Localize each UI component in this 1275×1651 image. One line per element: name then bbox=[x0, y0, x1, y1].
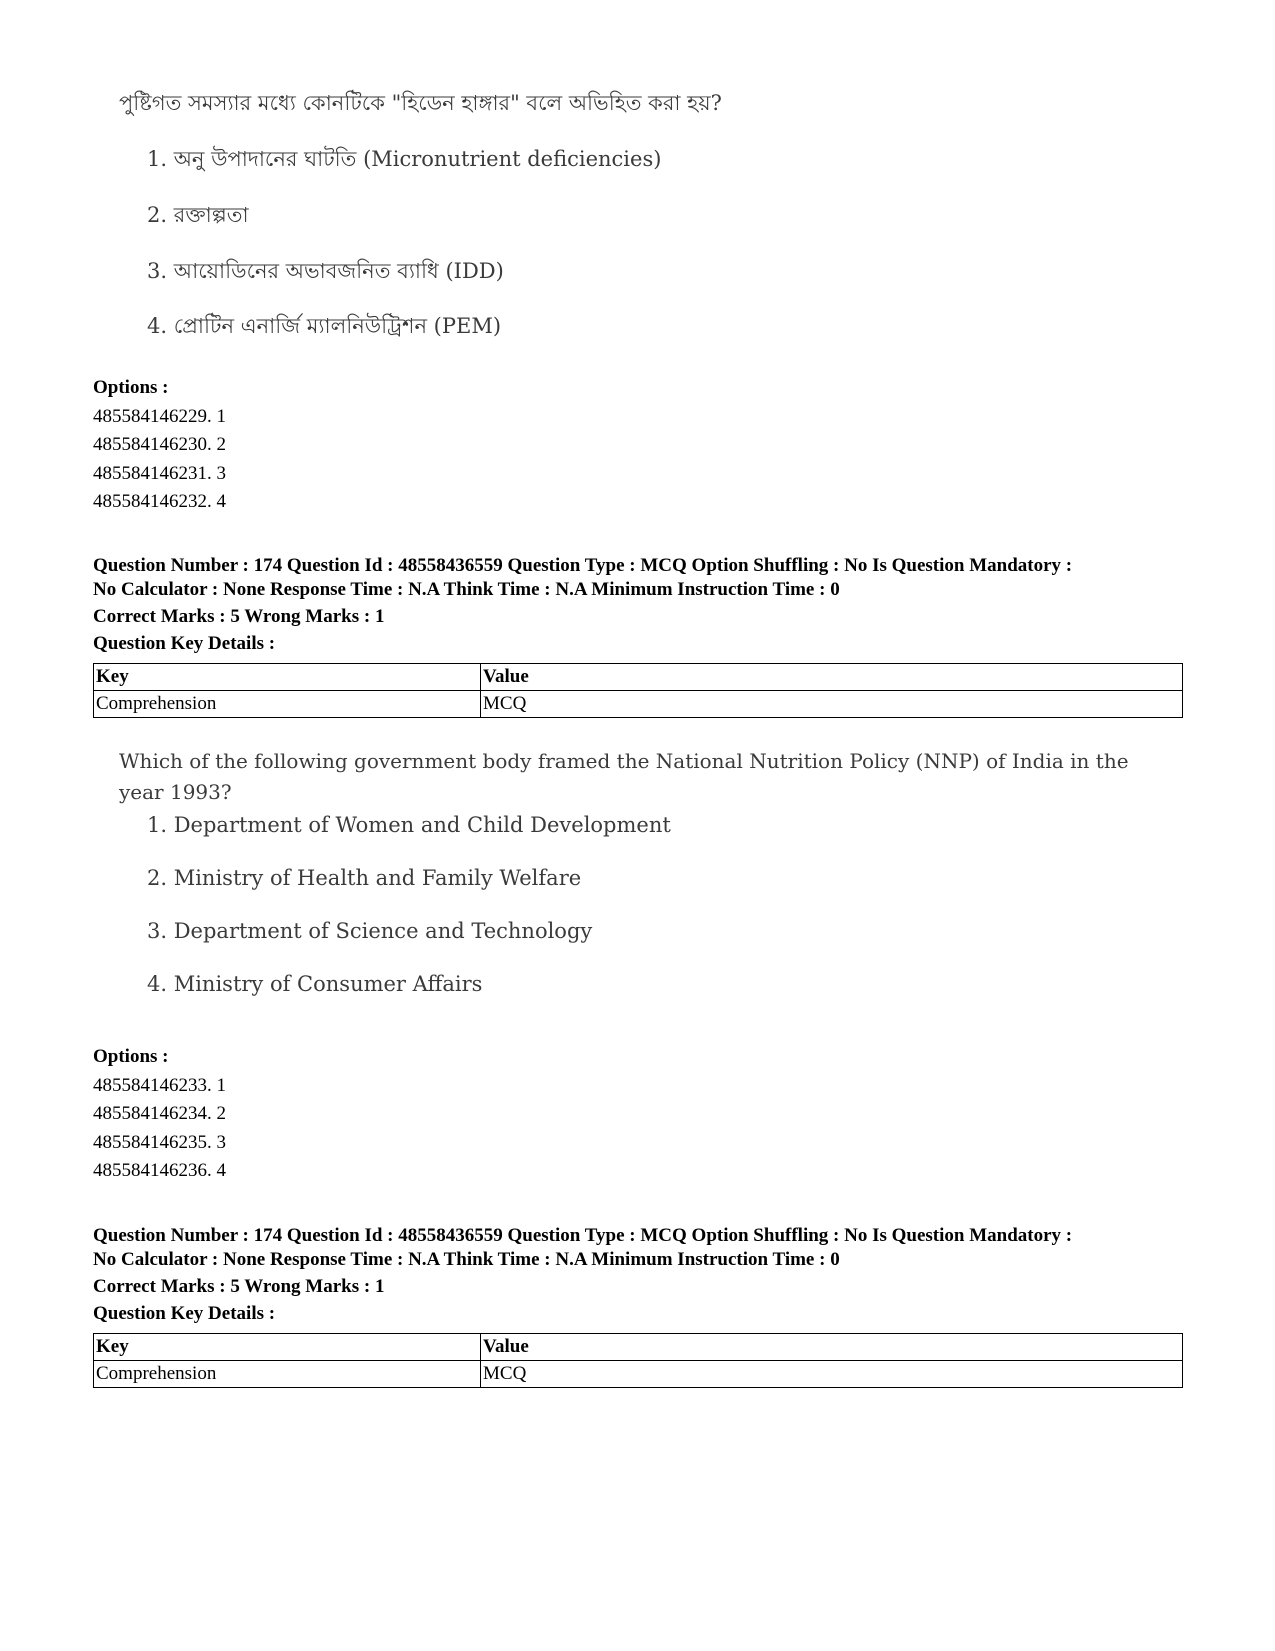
key-cell: Comprehension bbox=[94, 1361, 481, 1388]
key-header: Key bbox=[94, 664, 481, 691]
key-details-label: Question Key Details : bbox=[93, 1303, 276, 1324]
marks-line: Correct Marks : 5 Wrong Marks : 1 bbox=[93, 606, 385, 627]
table-header-row bbox=[94, 664, 1183, 691]
table-row bbox=[94, 691, 1183, 718]
question-2-choice-3: 3. Department of Science and Technology bbox=[147, 919, 593, 943]
question-1-choice-1: 1. অনু উপাদানের ঘাটতি (Micronutrient deficiencies) bbox=[147, 147, 662, 171]
option-item: 485584146232. 4 bbox=[93, 491, 226, 512]
question-2-options bbox=[93, 1043, 226, 1186]
value-header: Value bbox=[481, 1334, 1183, 1361]
question-2-choice-2: 2. Ministry of Health and Family Welfare bbox=[147, 866, 582, 890]
key-details-label: Question Key Details : bbox=[93, 633, 276, 654]
key-cell: Comprehension bbox=[94, 691, 481, 718]
question-1-options bbox=[93, 374, 226, 517]
option-item: 485584146233. 1 bbox=[93, 1074, 226, 1096]
key-details-table bbox=[93, 1333, 1183, 1388]
meta-line-1: Question Number : 174 Question Id : 48558436559 Question Type : MCQ Option Shuffling : No Is Question Mandatory : bbox=[93, 1225, 1073, 1246]
option-item: 485584146230. 2 bbox=[93, 434, 226, 455]
meta-line-2: No Calculator : None Response Time : N.A Think Time : N.A Minimum Instruction Time : 0 bbox=[93, 1249, 840, 1270]
value-cell: MCQ bbox=[481, 691, 1183, 718]
question-meta-2 bbox=[93, 1224, 1193, 1326]
option-item: 485584146234. 2 bbox=[93, 1103, 226, 1124]
key-details-table bbox=[93, 663, 1183, 718]
table-header-row bbox=[94, 1334, 1183, 1361]
question-1-image bbox=[93, 80, 1183, 360]
meta-line-2: No Calculator : None Response Time : N.A Think Time : N.A Minimum Instruction Time : 0 bbox=[93, 579, 840, 600]
question-2-choice-1: 1. Department of Women and Child Development bbox=[147, 813, 671, 837]
question-1-choice-2: 2. রক্তাল্পতা bbox=[147, 203, 249, 227]
marks-line: Correct Marks : 5 Wrong Marks : 1 bbox=[93, 1276, 385, 1297]
question-1-stem: পুষ্টিগত সমস্যার মধ্যে কোনটিকে "হিডেন হাঙ্গার" বলে অভিহিত করা হয়? bbox=[119, 91, 722, 115]
question-meta-1 bbox=[93, 554, 1193, 656]
question-1-choice-4: 4. প্রোটিন এনার্জি ম্যালনিউট্রিশন (PEM) bbox=[147, 314, 502, 338]
options-label: Options : bbox=[93, 1046, 169, 1067]
table-row bbox=[94, 1361, 1183, 1388]
question-1-choice-3: 3. আয়োডিনের অভাবজনিত ব্যাধি (IDD) bbox=[147, 259, 504, 283]
question-2-image bbox=[93, 740, 1183, 1020]
value-cell: MCQ bbox=[481, 1361, 1183, 1388]
key-header: Key bbox=[94, 1334, 481, 1361]
option-item: 485584146235. 3 bbox=[93, 1131, 226, 1153]
option-item: 485584146231. 3 bbox=[93, 462, 226, 484]
question-2-choice-4: 4. Ministry of Consumer Affairs bbox=[147, 972, 483, 996]
value-header: Value bbox=[481, 664, 1183, 691]
option-item: 485584146236. 4 bbox=[93, 1160, 226, 1181]
options-label: Options : bbox=[93, 377, 169, 398]
question-2-stem: Which of the following government body framed the National Nutrition Policy (NNP) of India in the year 1993? bbox=[119, 749, 1129, 804]
option-item: 485584146229. 1 bbox=[93, 405, 226, 427]
meta-line-1: Question Number : 174 Question Id : 48558436559 Question Type : MCQ Option Shuffling : No Is Question Mandatory : bbox=[93, 555, 1073, 576]
